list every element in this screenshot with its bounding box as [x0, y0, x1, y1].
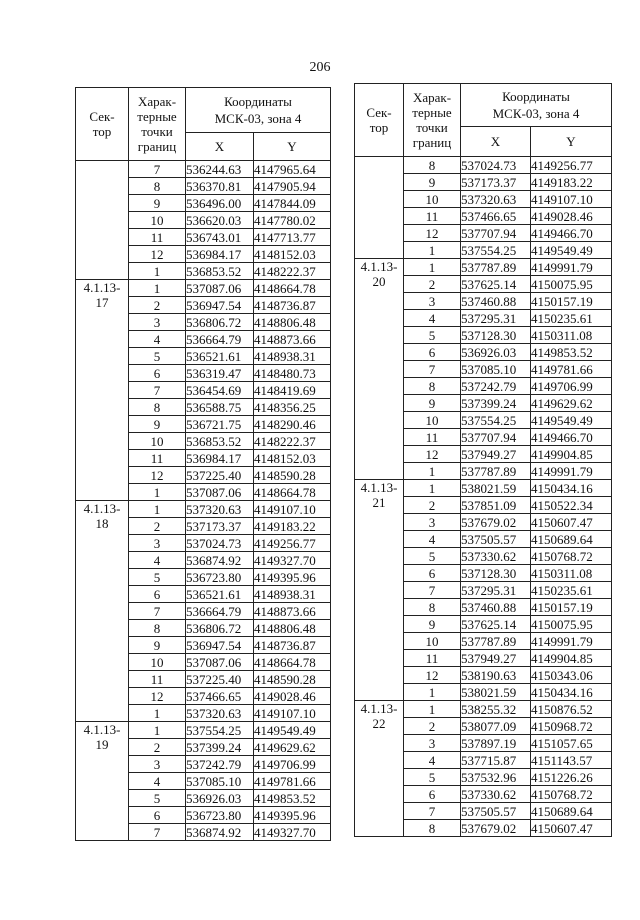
x-coordinate-cell: 537505.57	[461, 803, 531, 820]
x-coordinate-cell: 537679.02	[461, 820, 531, 837]
x-coordinate-cell: 537320.63	[461, 191, 531, 208]
y-coordinate-cell: 4149781.66	[531, 361, 612, 378]
point-number-cell: 9	[404, 616, 461, 633]
y-coordinate-cell: 4150768.72	[531, 548, 612, 565]
x-coordinate-cell: 537851.09	[461, 497, 531, 514]
x-coordinate-cell: 536806.72	[186, 314, 254, 331]
y-coordinate-cell: 4148806.48	[254, 620, 331, 637]
point-number-cell: 4	[404, 310, 461, 327]
point-number-cell: 5	[404, 769, 461, 786]
point-number-cell: 5	[129, 569, 186, 586]
y-coordinate-cell: 4148664.78	[254, 484, 331, 501]
point-number-cell: 1	[129, 705, 186, 722]
sector-cell: 4.1.13- 20	[355, 259, 404, 480]
point-number-cell: 9	[129, 195, 186, 212]
x-coordinate-cell: 537330.62	[461, 548, 531, 565]
point-number-cell: 2	[404, 718, 461, 735]
y-coordinate-cell: 4151057.65	[531, 735, 612, 752]
point-number-cell: 3	[129, 314, 186, 331]
y-coordinate-cell: 4149549.49	[531, 242, 612, 259]
x-coordinate-cell: 537897.19	[461, 735, 531, 752]
y-coordinate-cell: 4150343.06	[531, 667, 612, 684]
sector-cell: 4.1.13- 21	[355, 480, 404, 701]
point-number-cell: 1	[404, 684, 461, 701]
point-number-cell: 4	[129, 331, 186, 348]
y-coordinate-cell: 4150075.95	[531, 276, 612, 293]
sector-cell: 4.1.13- 19	[76, 722, 129, 841]
point-number-cell: 12	[404, 225, 461, 242]
y-coordinate-cell: 4149466.70	[531, 429, 612, 446]
x-coordinate-cell: 536806.72	[186, 620, 254, 637]
y-coordinate-cell: 4149706.99	[531, 378, 612, 395]
y-coordinate-cell: 4148664.78	[254, 654, 331, 671]
x-coordinate-cell: 537787.89	[461, 463, 531, 480]
y-coordinate-cell: 4148938.31	[254, 348, 331, 365]
y-coordinate-cell: 4150522.34	[531, 497, 612, 514]
y-coordinate-cell: 4149395.96	[254, 569, 331, 586]
y-coordinate-cell: 4149107.10	[254, 705, 331, 722]
point-number-cell: 8	[129, 178, 186, 195]
point-number-cell: 4	[129, 773, 186, 790]
point-number-cell: 11	[404, 429, 461, 446]
y-coordinate-cell: 4149549.49	[531, 412, 612, 429]
point-number-cell: 3	[404, 293, 461, 310]
point-number-cell: 6	[129, 365, 186, 382]
point-number-cell: 11	[129, 671, 186, 688]
point-number-cell: 11	[404, 650, 461, 667]
y-coordinate-cell: 4148222.37	[254, 433, 331, 450]
y-coordinate-cell: 4149991.79	[531, 633, 612, 650]
point-number-cell: 1	[129, 501, 186, 518]
y-coordinate-cell: 4149853.52	[531, 344, 612, 361]
y-coordinate-cell: 4149256.77	[254, 535, 331, 552]
point-number-cell: 9	[404, 395, 461, 412]
point-number-cell: 2	[129, 297, 186, 314]
y-coordinate-cell: 4148356.25	[254, 399, 331, 416]
y-coordinate-cell: 4148480.73	[254, 365, 331, 382]
points-header: Харак- терные точки границ	[129, 88, 186, 161]
y-coordinate-cell: 4149327.70	[254, 552, 331, 569]
x-coordinate-cell: 537399.24	[186, 739, 254, 756]
point-number-cell: 7	[404, 582, 461, 599]
y-coordinate-cell: 4148222.37	[254, 263, 331, 280]
sector-cell: 4.1.13- 17	[76, 280, 129, 501]
coordinates-header: Координаты МСК-03, зона 4	[186, 88, 331, 133]
point-number-cell: 10	[129, 212, 186, 229]
point-number-cell: 6	[404, 786, 461, 803]
point-number-cell: 2	[129, 518, 186, 535]
point-number-cell: 1	[404, 701, 461, 718]
x-coordinate-cell: 536521.61	[186, 586, 254, 603]
y-coordinate-cell: 4149904.85	[531, 446, 612, 463]
point-number-cell: 7	[129, 382, 186, 399]
x-coordinate-cell: 537466.65	[186, 688, 254, 705]
y-coordinate-cell: 4148590.28	[254, 467, 331, 484]
point-number-cell: 8	[404, 599, 461, 616]
x-coordinate-cell: 536664.79	[186, 603, 254, 620]
x-coordinate-cell: 536984.17	[186, 246, 254, 263]
point-number-cell: 5	[129, 790, 186, 807]
y-header: Y	[531, 127, 612, 157]
point-number-cell: 10	[129, 654, 186, 671]
table-row	[355, 701, 612, 718]
y-coordinate-cell: 4149107.10	[531, 191, 612, 208]
y-coordinate-cell: 4149781.66	[254, 773, 331, 790]
y-coordinate-cell: 4148873.66	[254, 603, 331, 620]
x-coordinate-cell: 536874.92	[186, 824, 254, 841]
x-coordinate-cell: 537320.63	[186, 705, 254, 722]
point-number-cell: 12	[404, 446, 461, 463]
x-coordinate-cell: 536947.54	[186, 297, 254, 314]
x-coordinate-cell: 537625.14	[461, 276, 531, 293]
point-number-cell: 11	[129, 450, 186, 467]
y-coordinate-cell: 4150157.19	[531, 599, 612, 616]
x-coordinate-cell: 537024.73	[186, 535, 254, 552]
y-coordinate-cell: 4150607.47	[531, 514, 612, 531]
point-number-cell: 5	[129, 348, 186, 365]
point-number-cell: 8	[404, 378, 461, 395]
y-coordinate-cell: 4148938.31	[254, 586, 331, 603]
table-row	[355, 480, 612, 497]
x-coordinate-cell: 536521.61	[186, 348, 254, 365]
point-number-cell: 6	[129, 807, 186, 824]
y-coordinate-cell: 4149028.46	[254, 688, 331, 705]
y-coordinate-cell: 4149629.62	[531, 395, 612, 412]
y-coordinate-cell: 4149991.79	[531, 259, 612, 276]
point-number-cell: 3	[404, 735, 461, 752]
x-coordinate-cell: 538190.63	[461, 667, 531, 684]
point-number-cell: 1	[129, 722, 186, 739]
point-number-cell: 8	[129, 399, 186, 416]
x-coordinate-cell: 537505.57	[461, 531, 531, 548]
point-number-cell: 8	[404, 157, 461, 174]
x-coordinate-cell: 536664.79	[186, 331, 254, 348]
y-coordinate-cell: 4151143.57	[531, 752, 612, 769]
point-number-cell: 7	[404, 361, 461, 378]
point-number-cell: 2	[129, 739, 186, 756]
sector-header: Сек- тор	[355, 84, 404, 157]
point-number-cell: 8	[404, 820, 461, 837]
point-number-cell: 1	[404, 463, 461, 480]
point-number-cell: 1	[129, 263, 186, 280]
x-coordinate-cell: 536620.03	[186, 212, 254, 229]
x-coordinate-cell: 536370.81	[186, 178, 254, 195]
x-coordinate-cell: 536721.75	[186, 416, 254, 433]
table-row	[76, 501, 331, 518]
point-number-cell: 12	[129, 246, 186, 263]
point-number-cell: 1	[404, 242, 461, 259]
y-coordinate-cell: 4148590.28	[254, 671, 331, 688]
table-row	[355, 157, 612, 174]
y-coordinate-cell: 4148290.46	[254, 416, 331, 433]
x-coordinate-cell: 537087.06	[186, 280, 254, 297]
x-coordinate-cell: 537330.62	[461, 786, 531, 803]
x-coordinate-cell: 537225.40	[186, 467, 254, 484]
x-coordinate-cell: 536723.80	[186, 569, 254, 586]
x-coordinate-cell: 538255.32	[461, 701, 531, 718]
x-coordinate-cell: 537787.89	[461, 633, 531, 650]
x-coordinate-cell: 537460.88	[461, 293, 531, 310]
x-coordinate-cell: 536723.80	[186, 807, 254, 824]
sector-cell	[76, 161, 129, 280]
x-coordinate-cell: 537460.88	[461, 599, 531, 616]
x-coordinate-cell: 536743.01	[186, 229, 254, 246]
x-coordinate-cell: 537128.30	[461, 565, 531, 582]
point-number-cell: 10	[404, 412, 461, 429]
x-coordinate-cell: 537242.79	[461, 378, 531, 395]
y-coordinate-cell: 4148419.69	[254, 382, 331, 399]
y-coordinate-cell: 4150235.61	[531, 310, 612, 327]
y-coordinate-cell: 4148736.87	[254, 637, 331, 654]
x-coordinate-cell: 536926.03	[461, 344, 531, 361]
y-coordinate-cell: 4150157.19	[531, 293, 612, 310]
y-coordinate-cell: 4148736.87	[254, 297, 331, 314]
point-number-cell: 9	[404, 174, 461, 191]
x-coordinate-cell: 536947.54	[186, 637, 254, 654]
point-number-cell: 6	[129, 586, 186, 603]
point-number-cell: 10	[404, 633, 461, 650]
coordinates-table-right	[354, 83, 612, 837]
y-coordinate-cell: 4150235.61	[531, 582, 612, 599]
y-coordinate-cell: 4147905.94	[254, 178, 331, 195]
y-coordinate-cell: 4149629.62	[254, 739, 331, 756]
y-coordinate-cell: 4150968.72	[531, 718, 612, 735]
y-coordinate-cell: 4151226.26	[531, 769, 612, 786]
x-coordinate-cell: 537532.96	[461, 769, 531, 786]
x-coordinate-cell: 537679.02	[461, 514, 531, 531]
point-number-cell: 1	[404, 480, 461, 497]
point-number-cell: 7	[129, 161, 186, 178]
x-coordinate-cell: 537128.30	[461, 327, 531, 344]
y-coordinate-cell: 4148806.48	[254, 314, 331, 331]
y-coordinate-cell: 4148664.78	[254, 280, 331, 297]
point-number-cell: 12	[129, 467, 186, 484]
point-number-cell: 5	[404, 548, 461, 565]
y-coordinate-cell: 4150768.72	[531, 786, 612, 803]
point-number-cell: 3	[129, 535, 186, 552]
x-coordinate-cell: 537173.37	[186, 518, 254, 535]
point-number-cell: 3	[129, 756, 186, 773]
x-coordinate-cell: 537085.10	[186, 773, 254, 790]
y-coordinate-cell: 4149256.77	[531, 157, 612, 174]
x-coordinate-cell: 537173.37	[461, 174, 531, 191]
x-coordinate-cell: 537625.14	[461, 616, 531, 633]
y-coordinate-cell: 4149327.70	[254, 824, 331, 841]
x-coordinate-cell: 536926.03	[186, 790, 254, 807]
x-coordinate-cell: 537242.79	[186, 756, 254, 773]
point-number-cell: 4	[129, 552, 186, 569]
point-number-cell: 1	[129, 484, 186, 501]
x-coordinate-cell: 536588.75	[186, 399, 254, 416]
coordinates-header: Координаты МСК-03, зона 4	[461, 84, 612, 127]
point-number-cell: 2	[404, 276, 461, 293]
point-number-cell: 11	[404, 208, 461, 225]
point-number-cell: 10	[129, 433, 186, 450]
x-coordinate-cell: 537225.40	[186, 671, 254, 688]
table-row	[76, 280, 331, 297]
y-coordinate-cell: 4147713.77	[254, 229, 331, 246]
y-coordinate-cell: 4149991.79	[531, 463, 612, 480]
coordinates-table-left	[75, 87, 331, 841]
y-coordinate-cell: 4147844.09	[254, 195, 331, 212]
x-coordinate-cell: 537787.89	[461, 259, 531, 276]
y-coordinate-cell: 4150434.16	[531, 480, 612, 497]
x-coordinate-cell: 536984.17	[186, 450, 254, 467]
point-number-cell: 6	[404, 344, 461, 361]
point-number-cell: 9	[129, 637, 186, 654]
x-coordinate-cell: 537399.24	[461, 395, 531, 412]
y-coordinate-cell: 4150311.08	[531, 327, 612, 344]
sector-cell: 4.1.13- 22	[355, 701, 404, 837]
sector-cell: 4.1.13- 18	[76, 501, 129, 722]
y-coordinate-cell: 4148873.66	[254, 331, 331, 348]
x-coordinate-cell: 537707.94	[461, 429, 531, 446]
y-coordinate-cell: 4150689.64	[531, 803, 612, 820]
y-coordinate-cell: 4148152.03	[254, 450, 331, 467]
y-coordinate-cell: 4150434.16	[531, 684, 612, 701]
y-coordinate-cell: 4148152.03	[254, 246, 331, 263]
x-coordinate-cell: 537295.31	[461, 310, 531, 327]
point-number-cell: 3	[404, 514, 461, 531]
x-coordinate-cell: 537087.06	[186, 484, 254, 501]
x-coordinate-cell: 537554.25	[461, 412, 531, 429]
x-coordinate-cell: 537085.10	[461, 361, 531, 378]
y-coordinate-cell: 4150311.08	[531, 565, 612, 582]
y-coordinate-cell: 4150689.64	[531, 531, 612, 548]
x-coordinate-cell: 537320.63	[186, 501, 254, 518]
y-coordinate-cell: 4149706.99	[254, 756, 331, 773]
points-header: Харак- терные точки границ	[404, 84, 461, 157]
sector-header: Сек- тор	[76, 88, 129, 161]
y-coordinate-cell: 4149466.70	[531, 225, 612, 242]
y-coordinate-cell: 4149028.46	[531, 208, 612, 225]
y-coordinate-cell: 4149549.49	[254, 722, 331, 739]
page-number: 206	[309, 60, 331, 75]
point-number-cell: 7	[129, 824, 186, 841]
x-coordinate-cell: 538021.59	[461, 480, 531, 497]
x-coordinate-cell: 537949.27	[461, 650, 531, 667]
point-number-cell: 6	[404, 565, 461, 582]
x-coordinate-cell: 537707.94	[461, 225, 531, 242]
point-number-cell: 7	[404, 803, 461, 820]
y-coordinate-cell: 4150075.95	[531, 616, 612, 633]
y-coordinate-cell: 4149904.85	[531, 650, 612, 667]
x-coordinate-cell: 536874.92	[186, 552, 254, 569]
point-number-cell: 7	[129, 603, 186, 620]
x-coordinate-cell: 537949.27	[461, 446, 531, 463]
y-coordinate-cell: 4147965.64	[254, 161, 331, 178]
point-number-cell: 11	[129, 229, 186, 246]
x-coordinate-cell: 536244.63	[186, 161, 254, 178]
point-number-cell: 9	[129, 416, 186, 433]
y-coordinate-cell: 4149183.22	[531, 174, 612, 191]
x-header: X	[461, 127, 531, 157]
table-row	[76, 161, 331, 178]
y-coordinate-cell: 4149853.52	[254, 790, 331, 807]
point-number-cell: 8	[129, 620, 186, 637]
x-coordinate-cell: 536853.52	[186, 433, 254, 450]
point-number-cell: 5	[404, 327, 461, 344]
y-coordinate-cell: 4147780.02	[254, 212, 331, 229]
point-number-cell: 10	[404, 191, 461, 208]
x-coordinate-cell: 537087.06	[186, 654, 254, 671]
point-number-cell: 2	[404, 497, 461, 514]
x-coordinate-cell: 536454.69	[186, 382, 254, 399]
point-number-cell: 1	[404, 259, 461, 276]
x-coordinate-cell: 536496.00	[186, 195, 254, 212]
x-coordinate-cell: 538077.09	[461, 718, 531, 735]
x-coordinate-cell: 536853.52	[186, 263, 254, 280]
x-coordinate-cell: 537024.73	[461, 157, 531, 174]
x-header: X	[186, 133, 254, 161]
point-number-cell: 12	[404, 667, 461, 684]
point-number-cell: 1	[129, 280, 186, 297]
y-coordinate-cell: 4149395.96	[254, 807, 331, 824]
x-coordinate-cell: 537466.65	[461, 208, 531, 225]
y-coordinate-cell: 4149107.10	[254, 501, 331, 518]
y-coordinate-cell: 4149183.22	[254, 518, 331, 535]
x-coordinate-cell: 537715.87	[461, 752, 531, 769]
x-coordinate-cell: 537554.25	[186, 722, 254, 739]
point-number-cell: 12	[129, 688, 186, 705]
point-number-cell: 4	[404, 531, 461, 548]
x-coordinate-cell: 537554.25	[461, 242, 531, 259]
x-coordinate-cell: 537295.31	[461, 582, 531, 599]
x-coordinate-cell: 538021.59	[461, 684, 531, 701]
table-row	[355, 259, 612, 276]
y-header: Y	[254, 133, 331, 161]
sector-cell	[355, 157, 404, 259]
y-coordinate-cell: 4150607.47	[531, 820, 612, 837]
x-coordinate-cell: 536319.47	[186, 365, 254, 382]
y-coordinate-cell: 4150876.52	[531, 701, 612, 718]
point-number-cell: 4	[404, 752, 461, 769]
table-row	[76, 722, 331, 739]
